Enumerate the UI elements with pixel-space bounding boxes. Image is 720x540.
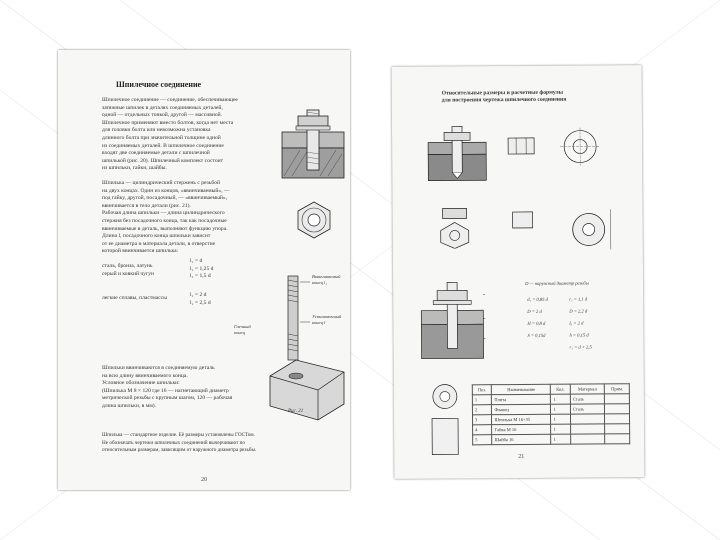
- formula-labels: сталь, бронза, латунь серый и ковкий чугун: [102, 263, 155, 277]
- assembly-top-view-figure: [428, 382, 463, 462]
- table-cell: [605, 414, 630, 424]
- stud-joint-section-figure: [426, 124, 488, 182]
- table-cell: 1: [551, 394, 570, 404]
- paragraph-intro: Шпилечное соединение — соединение, обеспечивающее затяжные шпилек в деталях соединяемых деталей, одной — отдельных тонкой, другой — массивной. Шпилечное применяют вместо болтов, когда нет места для головки болта или невозможна установка длинного болта при значительной толщине одной из соединяемых деталей. В шпилечное соединение входят две соединяемые детали с шпилечной шпилькой (рис. 20). Шпилечный комплект состоит из шпильки, гайки, шайбы.: [102, 97, 238, 172]
- table-cell: 1: [551, 424, 570, 434]
- table-cell: Плита: [492, 394, 551, 404]
- table-cell: 1: [472, 395, 492, 405]
- nut-side-view-figure: [502, 132, 542, 162]
- left-book-page: [58, 50, 350, 490]
- specification-table: [472, 383, 630, 445]
- stud-assembly-figure: [280, 102, 346, 180]
- table-header-cell: Наименование: [492, 384, 551, 394]
- assembly-drawing-figure: [419, 278, 486, 362]
- formula-header: D — наружный диаметр резьбы: [525, 280, 589, 286]
- table-cell: Сталь: [570, 394, 605, 404]
- table-cell: 4: [473, 425, 493, 435]
- table-header-cell: Прим.: [605, 384, 630, 394]
- formulas-right: r₁ = 1,1 d D = 2,2 d l₀ = 2 d h = 0,15 d r₁ = d + 2,5: [569, 296, 592, 350]
- table-cell: Фланец: [492, 404, 551, 414]
- table-cell: [570, 414, 605, 424]
- formulas-left: d₁ = 0,85 d D = 2 d H = 0,8 d S = 0,15d: [527, 296, 548, 338]
- table-cell: 3: [472, 415, 492, 425]
- table-cell: [605, 424, 630, 434]
- table-cell: 5: [473, 435, 493, 445]
- table-cell: [605, 434, 630, 444]
- nut-small-view-figure: [509, 208, 537, 234]
- table-cell: 2: [472, 405, 492, 415]
- table-cell: [570, 434, 605, 444]
- stud-figure: [260, 272, 348, 422]
- figure-caption: Рис. 21: [288, 409, 304, 414]
- formula-values-2: l₁ = 2 d l₁ = 2,5 d: [190, 292, 211, 306]
- table-cell: Гайка М 16: [492, 424, 551, 434]
- washer-front-view-figure: [560, 199, 620, 259]
- callout-screw-end: Ввинчиваемый конец l₁: [312, 274, 341, 285]
- table-row: [473, 434, 630, 445]
- table-cell: Шайба 16: [492, 434, 551, 444]
- table-cell: [605, 394, 630, 404]
- table-cell: Сталь: [570, 404, 605, 414]
- table-cell: 1: [551, 414, 570, 424]
- table-cell: 1: [551, 434, 570, 444]
- paragraph-stud: Шпилька — цилиндрический стержень с резьбой на двух концах. Один из концов, «ввинчиваемый», — под гайку, другой, посадочный, — «ввинчиваемый», ввинчивается в тело детали (рис. 21). Рабочая длина шпильки — длина цилиндрического стержня без посадочного конца, так как посадочные ввинчиваемые в деталь, выполняют функцию упора. Длина l, посадочного конца шпильки зависит от ее диаметра и материала детали, в отверстие которой ввинчивается шпилька:: [102, 180, 230, 255]
- paragraph-standard: Шпилька — стандартное изделие. Её размеры установлены ГОСТом. Не обозначать чертежи шпилечных соединений вычерчивают по относительным размерам, зависящим от наружного диаметра резьбы.: [102, 432, 257, 454]
- nut-top-view-figure: [294, 200, 334, 240]
- table-header-cell: Поз.: [472, 385, 492, 395]
- page-title: Шпилечное соединение: [116, 80, 202, 89]
- table-cell: [570, 424, 605, 434]
- callout-nut-end: Гаечный конец: [234, 324, 251, 335]
- table-cell: [605, 404, 630, 414]
- table-cell: 1: [551, 404, 570, 414]
- right-book-page: [392, 65, 645, 479]
- page-title: Относительные размеры и расчетные формулы для построения чертежа шпилечного соединения: [441, 89, 567, 104]
- washer-top-view-figure: [558, 125, 602, 167]
- table-header-cell: Материал: [570, 384, 605, 394]
- callout-setting-end: Установочный конец l: [312, 314, 342, 325]
- page-number: 20: [201, 477, 207, 483]
- table-cell: Шпилька М 16×35: [492, 414, 551, 424]
- formula-labels-2: легкие сплавы, пластмассы: [102, 295, 168, 301]
- stud-front-view-figure: [437, 204, 473, 248]
- paragraph-designation: Шпильки ввинчиваются в соединяемую деталь на всю длину ввинчиваемого конца. Условное обозначение шпильки: (Шпилька М 8 × 120 где 16 — нагнетающий диаметр метрической резьбы с крупным шагом, 120 — рабочая длина шпильки, в мм).: [102, 365, 233, 409]
- formula-values: l₁ = d l₁ = 1,25 d l₁ = 1,5 d: [190, 258, 214, 280]
- table-header-cell: Кол.: [551, 384, 570, 394]
- page-number: 21: [518, 453, 525, 461]
